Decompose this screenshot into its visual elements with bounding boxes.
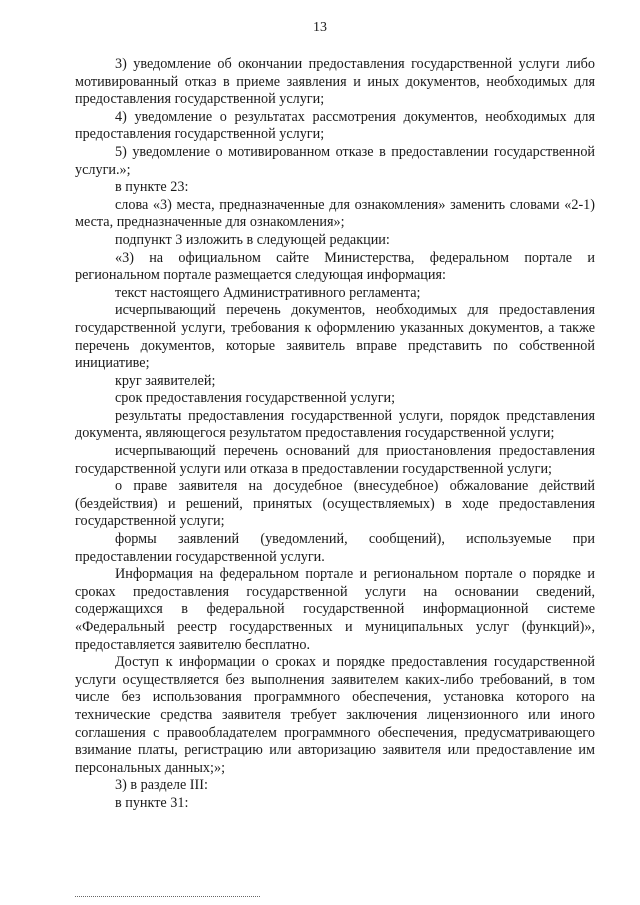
paragraph: 3) уведомление об окончании предоставления государственной услуги либо мотивированный отказ в приеме заявления и иных документов, необходимых для предоставления государственной услуги;: [75, 56, 595, 108]
paragraph: срок предоставления государственной услуги;: [115, 390, 396, 407]
paragraph: в пункте 23:: [115, 179, 189, 196]
document-body: [75, 56, 595, 813]
paragraph: круг заявителей;: [115, 372, 216, 389]
paragraph: слова «3) места, предназначенные для ознакомления» заменить словами «2-1) места, предназначенные для ознакомления»;: [75, 196, 595, 231]
paragraph: текст настоящего Административного регламента;: [115, 284, 421, 301]
paragraph: исчерпывающий перечень оснований для приостановления предоставления государственной услуги или отказа в предоставлении государственной услуги;: [75, 443, 595, 477]
paragraph: в пункте 31:: [115, 794, 189, 811]
paragraph: Информация на федеральном портале и региональном портале о порядке и сроках предоставления государственной услуги на основании сведений, содержащихся в федеральной государственной информационной системе «Федеральный реестр государственных и муниципальных услуг (функций)», предоставляется заявителю бесплатно.: [75, 566, 595, 653]
paragraph: формы заявлений (уведомлений, сообщений), используемые при предоставлении государственной услуги.: [75, 531, 595, 565]
paragraph: о праве заявителя на досудебное (внесудебное) обжалование действий (бездействия) и решений, принятых (осуществляемых) в ходе предоставления государственной услуги;: [75, 478, 595, 530]
paragraph: результаты предоставления государственной услуги, порядок представления документа, являющегося результатом предоставления государственной услуги;: [75, 407, 595, 442]
paragraph: 3) в разделе III:: [115, 777, 208, 794]
page-number: 13: [313, 20, 327, 35]
paragraph: исчерпывающий перечень документов, необходимых для предоставления государственной услуги, требования к оформлению указанных документов, а также перечень документов, которые заявитель вправе представить по собственной инициативе;: [75, 302, 595, 372]
paragraph: 4) уведомление о результатах рассмотрения документов, необходимых для предоставления государственной услуги;: [75, 108, 595, 143]
paragraph: 5) уведомление о мотивированном отказе в предоставлении государственной услуги.»;: [75, 143, 595, 178]
paragraph: «3) на официальном сайте Министерства, федеральном портале и региональном портале размещается следующая информация:: [75, 249, 595, 284]
footer-divider: [75, 896, 260, 897]
paragraph: Доступ к информации о сроках и порядке предоставления государственной услуги осуществляется без выполнения заявителем каких-либо требований, в том числе без использования программного обеспечения, установка которого на технические средства заявителя требует заключения лицензионного или иного соглашения с правообладателем программного обеспечения, предусматривающего взимание платы, регистрацию или авторизацию заявителя или предоставление им персональных данных;»;: [75, 654, 595, 776]
paragraph: подпункт 3 изложить в следующей редакции:: [115, 231, 390, 248]
